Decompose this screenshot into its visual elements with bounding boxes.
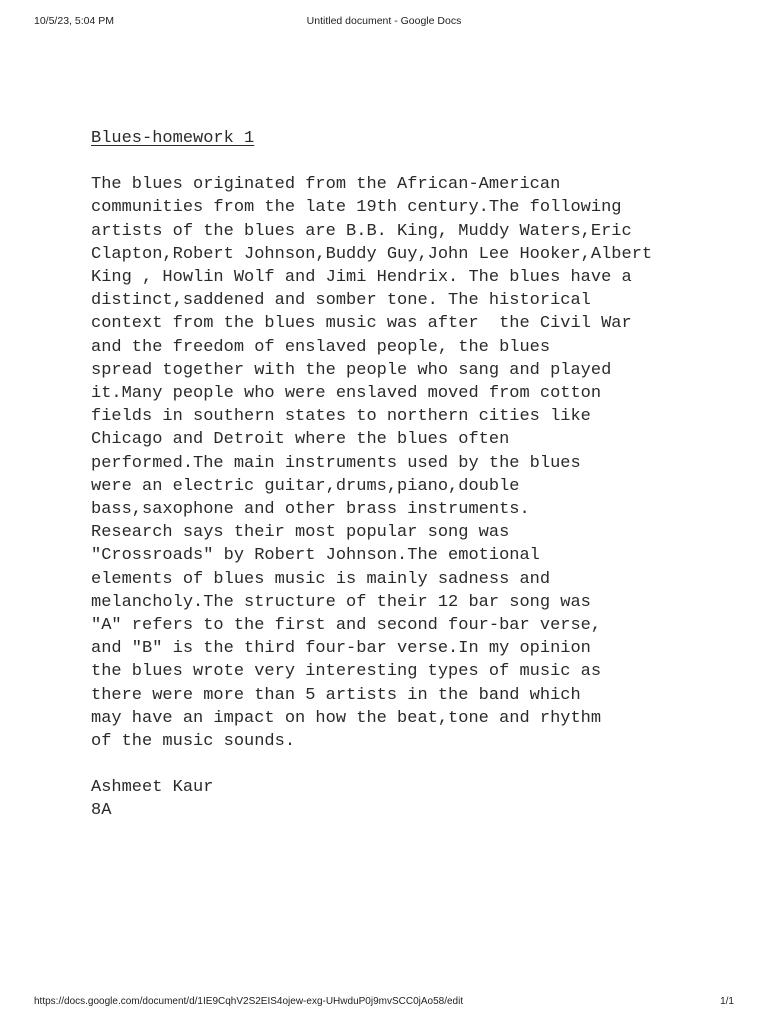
body-line: distinct,saddened and somber tone. The historical: [91, 291, 591, 311]
document-page: [91, 127, 691, 823]
body-line: King , Howlin Wolf and Jimi Hendrix. The blues have a: [91, 268, 632, 288]
print-timestamp: 10/5/23, 5:04 PM: [34, 15, 114, 27]
body-line: The blues originated from the African-American: [91, 175, 561, 195]
body-line: and the freedom of enslaved people, the blues: [91, 337, 551, 357]
body-line: artists of the blues are B.B. King, Muddy Waters,Eric: [91, 221, 632, 241]
print-doc-title: Untitled document - Google Docs: [306, 15, 462, 27]
body-line: melancholy.The structure of their 12 bar song was: [91, 592, 591, 612]
body-line: there were more than 5 artists in the band which: [91, 685, 581, 705]
body-line: Chicago and Detroit where the blues often: [91, 430, 510, 450]
body-line: elements of blues music is mainly sadness and: [91, 569, 551, 589]
body-line: performed.The main instruments used by the blues: [91, 453, 581, 473]
document-heading: Blues-homework 1: [91, 129, 255, 148]
body-line: communities from the late 19th century.The following: [91, 198, 622, 218]
body-line: "Crossroads" by Robert Johnson.The emotional: [91, 546, 540, 566]
body-line: fields in southern states to northern cities like: [91, 407, 591, 427]
print-page-number: 1/1: [720, 996, 734, 1007]
signature-class: 8A: [91, 801, 112, 821]
signature-name: Ashmeet Kaur: [91, 778, 214, 798]
print-url: https://docs.google.com/document/d/1IE9CqhV2S2EIS4ojew-exg-UHwduP0j9mvSCC0jAo58/edit: [34, 996, 464, 1007]
body-line: it.Many people who were enslaved moved from cotton: [91, 384, 602, 404]
body-line: Clapton,Robert Johnson,Buddy Guy,John Lee Hooker,Albert: [91, 244, 653, 264]
body-line: bass,saxophone and other brass instruments.: [91, 500, 530, 520]
body-paragraph: [91, 173, 691, 753]
body-line: and "B" is the third four-bar verse.In my opinion: [91, 639, 591, 659]
body-line: "A" refers to the first and second four-bar verse,: [91, 616, 602, 636]
body-line: may have an impact on how the beat,tone and rhythm: [91, 708, 602, 728]
body-line: were an electric guitar,drums,piano,double: [91, 476, 520, 496]
print-header: [34, 15, 734, 31]
body-line: context from the blues music was after the Civil War: [91, 314, 632, 334]
body-line: Research says their most popular song was: [91, 523, 510, 543]
body-line: the blues wrote very interesting types of music as: [91, 662, 602, 682]
print-footer: [34, 996, 734, 1012]
signature-block: [91, 776, 691, 822]
body-line: of the music sounds.: [91, 732, 296, 752]
body-line: spread together with the people who sang and played: [91, 360, 612, 380]
